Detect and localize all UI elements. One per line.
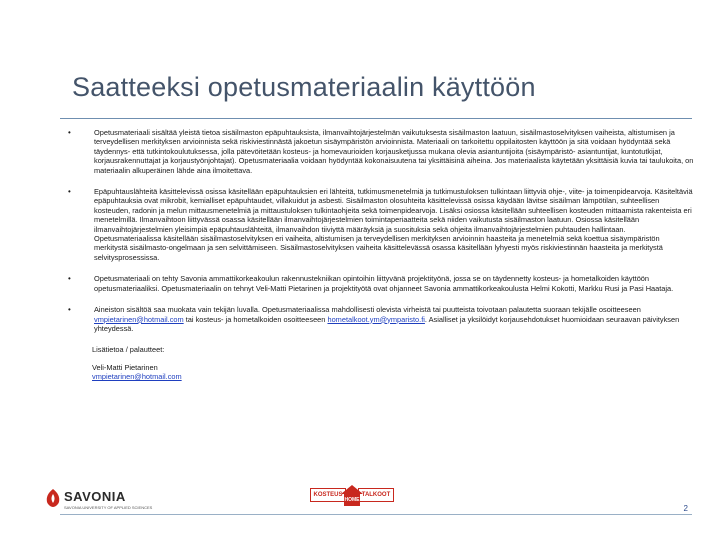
- contact-block: [92, 345, 694, 381]
- bullet-text: Opetusmateriaali sisältää yleistä tietoa sisäilmaston epäpuhtauksista, ilmanvaihtojärjestelmän vaikutuksesta sisäilmaston laatuun, sisäilmastoselvityksen vaiheista, altistumisen ja terveydellisen merkityksen arvioinnista sekä riskiviestinnästä jakoetun sisäympäristön arvioinnista. Materiaali on tarkoitettu oppilaitosten käyttöön ja sitä voidaan hyödyntää sekä täydennys- että tutkintokoulutuksessa, jolla pätevöitetään kosteus- ja homevaurioiden korjausketjussa mukana olevia asiantuntijoita (sisäympäristö- asiantuntijat, kuntotutkijat, korjausrakennuttajat ja korjaustyönjohtajat). Opetusmateriaalia voidaan hyödyntää kokonaisuutena tai yksittäisinä aiheina. Jos materiaalista käytetään yksittäisiä kuvia tai taulukoita, on materiaalin alkuperäinen lähde aina ilmoitettava.: [94, 128, 694, 175]
- bullet-marker: •: [68, 305, 71, 315]
- bullet-text: [94, 305, 694, 333]
- bullet-text: Epäpuhtauslähteitä käsittelevissä osissa käsitellään epäpuhtauksien eri lähteitä, tutkimusmenetelmiä ja tutkimustuloksen tulkintaan liittyviä ohje-, viite- ja toimenpidearvoja. Käsiteltäviä epäpuhtauksia ovat mikrobit, kemialliset epäpuhtaudet, villakuidut ja asbesti. Sisäilmaston olosuhteita käsittelevissä osissa käydään lävitse sisäilman lämpötilan, suhteellisen kosteuden, radonin ja melun mittausmenetelmiä ja mittaustuloksen tulkintaohjeita sekä toimenpidearvoja. Lisäksi osiossa käsitellään suhteellisen kosteuden mittaamista rakenteista eri menetelmillä. Ilmanvaihtoon liittyvässä osassa käsitellään ilmanvaihtojärjestelmien toimintaperiaatteita sekä niiden vaikutusta sisäilmaston laatuun. Osiossa käsitellään ilmanvaihtojärjestelmien yleisimpiä epäpuhtauslähteitä, ilmanvaihdon tiiviyttä määräyksiä ja suosituksia sekä ohjeita ilmanvaihtojärjestelmien puhtauden hallintaan. Opetusmateriaalissa käsitellään sisäilmastoselvityksen eri vaiheita, altistumisen ja terveydellisen merkityksen arvioinnin haasteita ja menetelmiä sekä koettua sisäympäristön merkitystä sisäilmasto-ongelmaan ja sen selvittämiseen. Sisäilmastoselvityksen vaiheita käsittelevässä osassa käsitellään lyhyesti myös riskiviestinnän haasteita ja merkitystä selvitysprosessissa.: [94, 187, 693, 262]
- bullet-item: [66, 305, 694, 333]
- contact-email-link[interactable]: vmpietarinen@hotmail.com: [92, 372, 182, 382]
- feedback-text-end: . Asialliset ja yksilöidyt korjausehdotukset huomioidaan seuraavan päivityksen yhteydessä.: [94, 314, 680, 333]
- bullet-item: [66, 187, 694, 262]
- bullet-text: Opetusmateriaali on tehty Savonia ammattikorkeakoulun rakennustekniikan opintoihin liittyvänä projektityönä, jossa se on täydennetty kosteus- ja hometalkoiden käyttöön opetusmateriaaliksi. Opetusmateriaalin on tehnyt Veli-Matti Pietarinen ja projektityötä ovat ohjanneet Savonia ammattikorkeakoulusta Helmi Kokotti, Markku Rusi ja Pasi Haataja.: [94, 274, 674, 293]
- savonia-brand: SAVONIA: [64, 489, 126, 504]
- feedback-text-middle: tai kosteus- ja hometalkoiden osoitteeseen: [183, 314, 328, 324]
- kk-logo-right: TALKOOT: [358, 488, 394, 502]
- content-body: [66, 128, 694, 382]
- contact-label: Lisätietoa / palautteet:: [92, 345, 165, 355]
- kk-logo-house-text: HOME: [344, 497, 360, 503]
- kosteus-home-talkoot-logo: [310, 484, 394, 508]
- savonia-subtitle: SAVONIA UNIVERSITY OF APPLIED SCIENCES: [64, 505, 153, 510]
- house-icon: [340, 484, 364, 508]
- contact-name: Veli-Matti Pietarinen: [92, 362, 158, 372]
- title-divider: [60, 118, 692, 119]
- page-number: 2: [683, 504, 688, 513]
- feedback-text-start: Aineiston sisältöä saa muokata vain tekijän luvalla. Opetusmateriaalissa mahdollisesti olevista virheistä tai puutteista toivotaan palautetta suoraan tekijälle osoitteeseen: [94, 305, 641, 315]
- bullet-item: [66, 274, 694, 293]
- hometalkoot-email-link[interactable]: hometalkoot.ym@ymparisto.fi: [327, 314, 425, 324]
- bullet-marker: •: [68, 187, 71, 197]
- author-email-link[interactable]: vmpietarinen@hotmail.com: [94, 314, 184, 324]
- kk-logo-left: KOSTEUS: [310, 488, 346, 502]
- footer-divider: [60, 514, 692, 515]
- footer: [0, 478, 720, 540]
- savonia-emblem-icon: [44, 488, 62, 508]
- page-title: Saatteeksi opetusmateriaalin käyttöön: [72, 72, 536, 102]
- bullet-marker: •: [68, 274, 71, 284]
- savonia-logo: [44, 484, 154, 528]
- bullet-marker: •: [68, 128, 71, 137]
- bullet-item: [66, 128, 694, 175]
